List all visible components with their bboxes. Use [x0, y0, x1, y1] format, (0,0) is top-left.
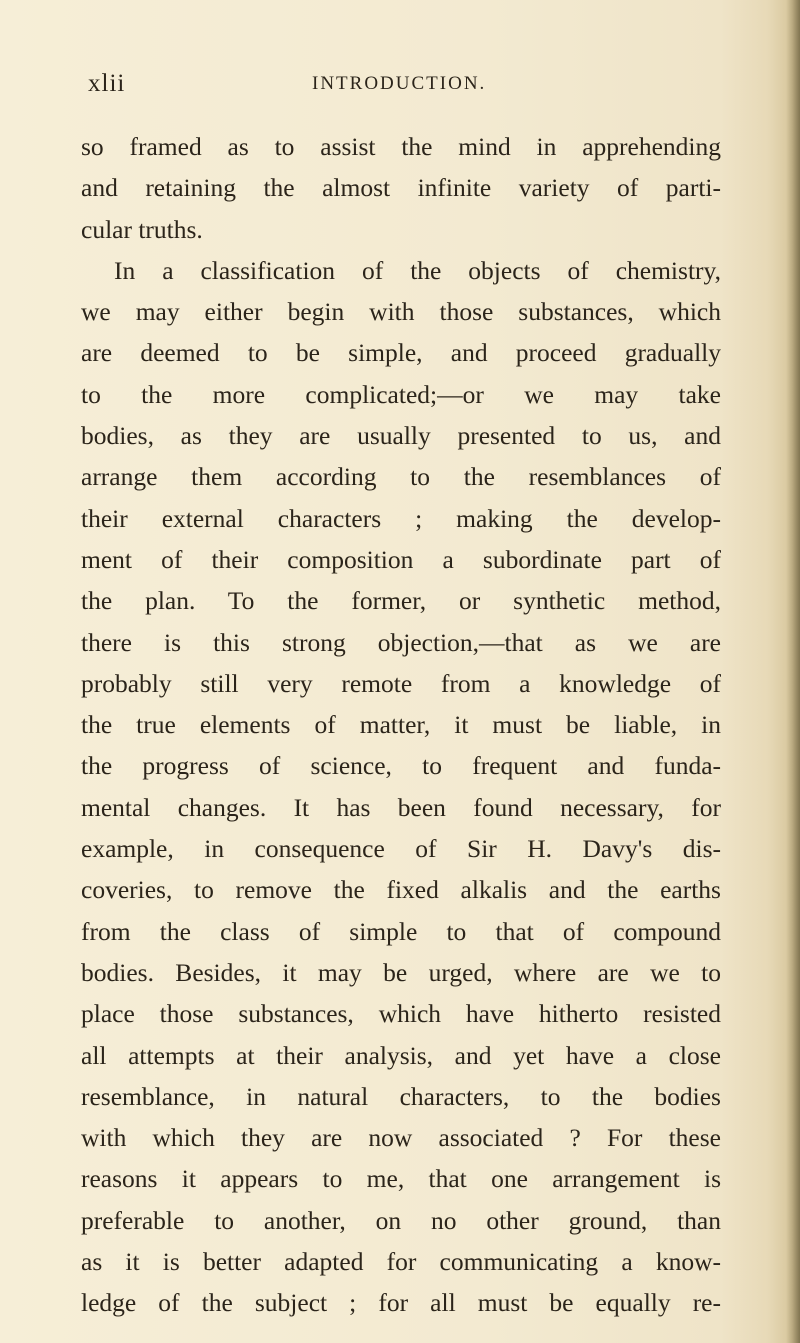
- text-line: preferable to another, on no other ground, than: [81, 1205, 721, 1235]
- text-line: In a classification of the objects of chemistry,: [114, 255, 721, 285]
- text-line: place those substances, which have hitherto resisted: [81, 999, 721, 1029]
- text-line: all attempts at their analysis, and yet have a close: [81, 1040, 721, 1070]
- text-line: so framed as to assist the mind in apprehending: [81, 132, 721, 161]
- text-line: the progress of science, to frequent and funda-: [81, 751, 721, 781]
- text-line: from the class of simple to that of compound: [81, 916, 721, 946]
- text-line: their external characters ; making the develop-: [81, 503, 721, 533]
- text-line: reasons it appears to me, that one arrangement is: [81, 1164, 721, 1194]
- text-line: ledge of the subject ; for all must be equally re-: [81, 1288, 721, 1318]
- text-line: as it is better adapted for communicating a know-: [81, 1247, 721, 1277]
- text-line: probably still very remote from a knowledge of: [81, 668, 721, 698]
- page-number: xlii: [88, 70, 126, 97]
- text-line: there is this strong objection,—that as we are: [81, 627, 721, 657]
- text-line: ment of their composition a subordinate part of: [81, 544, 721, 574]
- page-binding-edge: [786, 0, 800, 1343]
- text-line: the true elements of matter, it must be liable, in: [81, 710, 721, 740]
- body-text: [81, 126, 721, 1324]
- text-line: bodies. Besides, it may be urged, where are we to: [81, 957, 721, 987]
- text-line: are deemed to be simple, and proceed gradually: [81, 338, 721, 368]
- text-line: example, in consequence of Sir H. Davy's dis-: [81, 834, 721, 864]
- running-head: INTRODUCTION.: [312, 73, 487, 94]
- text-line: to the more complicated;—or we may take: [81, 379, 721, 409]
- text-line: coveries, to remove the fixed alkalis and the earths: [81, 875, 721, 905]
- text-line: with which they are now associated ? For these: [81, 1123, 721, 1153]
- text-line: and retaining the almost infinite variety of parti-: [81, 173, 721, 203]
- text-line: cular truths.: [81, 214, 203, 244]
- text-line: resemblance, in natural characters, to the bodies: [81, 1081, 721, 1111]
- page-header: [88, 70, 718, 110]
- text-line: bodies, as they are usually presented to us, and: [81, 421, 721, 451]
- text-line: the plan. To the former, or synthetic method,: [81, 586, 721, 616]
- text-line: mental changes. It has been found necessary, for: [81, 792, 721, 822]
- text-line: arrange them according to the resemblances of: [81, 462, 721, 492]
- text-line: we may either begin with those substances, which: [81, 297, 721, 327]
